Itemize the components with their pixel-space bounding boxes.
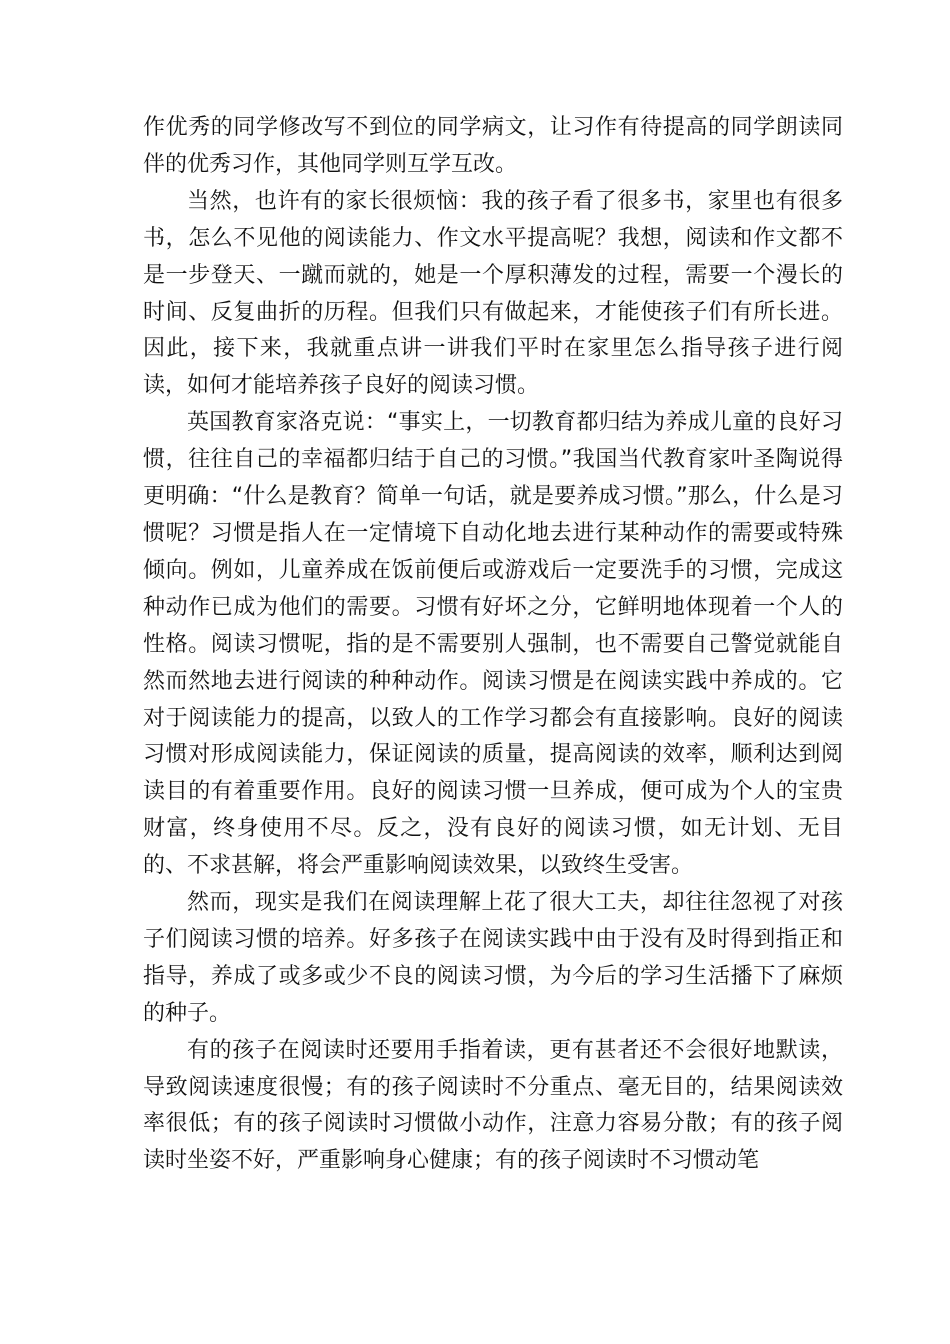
paragraph-1: 作优秀的同学修改写不到位的同学病文，让习作有待提高的同学朗读同伴的优秀习作，其他同学则互学互改。 xyxy=(143,115,843,177)
paragraph-3: 英国教育家洛克说：“事实上，一切教育都归结为养成儿童的良好习惯，往往自己的幸福都归结于自己的习惯。”我国当代教育家叶圣陶说得更明确：“什么是教育？简单一句话，就是要养成习惯。”那么，什么是习惯呢？习惯是指人在一定情境下自动化地去进行某种动作的需要或特殊倾向。例如，儿童养成在饭前便后或游戏后一定要洗手的习惯，完成这种动作已成为他们的需要。习惯有好坏之分，它鲜明地体现着一个人的性格。阅读习惯呢，指的是不需要别人强制，也不需要自己警觉就能自然而然地去进行阅读的种种动作。阅读习惯是在阅读实践中养成的。它对于阅读能力的提高，以致人的工作学习都会有直接影响。良好的阅读习惯对形成阅读能力，保证阅读的质量，提高阅读的效率，顺利达到阅读目的有着重要作用。良好的阅读习惯一旦养成，便可成为个人的宝贵财富，终身使用不尽。反之，没有良好的阅读习惯，如无计划、无目的、不求甚解，将会严重影响阅读效果，以致终生受害。 xyxy=(143,410,843,879)
paragraph-5: 有的孩子在阅读时还要用手指着读，更有甚者还不会很好地默读，导致阅读速度很慢；有的孩子阅读时不分重点、毫无目的，结果阅读效率很低；有的孩子阅读时习惯做小动作，注意力容易分散；有的孩子阅读时坐姿不好，严重影响身心健康；有的孩子阅读时不习惯动笔 xyxy=(143,1037,843,1174)
document-body xyxy=(143,110,843,1180)
paragraph-4: 然而，现实是我们在阅读理解上花了很大工夫，却往往忽视了对孩子们阅读习惯的培养。好多孩子在阅读实践中由于没有及时得到指正和指导，养成了或多或少不良的阅读习惯，为今后的学习生活播下了麻烦的种子。 xyxy=(143,890,843,1026)
paragraph-2: 当然，也许有的家长很烦恼：我的孩子看了很多书，家里也有很多书，怎么不见他的阅读能力、作文水平提高呢？我想，阅读和作文都不是一步登天、一蹴而就的，她是一个厚积薄发的过程，需要一个漫长的时间、反复曲折的历程。但我们只有做起来，才能使孩子们有所长进。因此，接下来，我就重点讲一讲我们平时在家里怎么指导孩子进行阅读，如何才能培养孩子良好的阅读习惯。 xyxy=(143,188,843,399)
